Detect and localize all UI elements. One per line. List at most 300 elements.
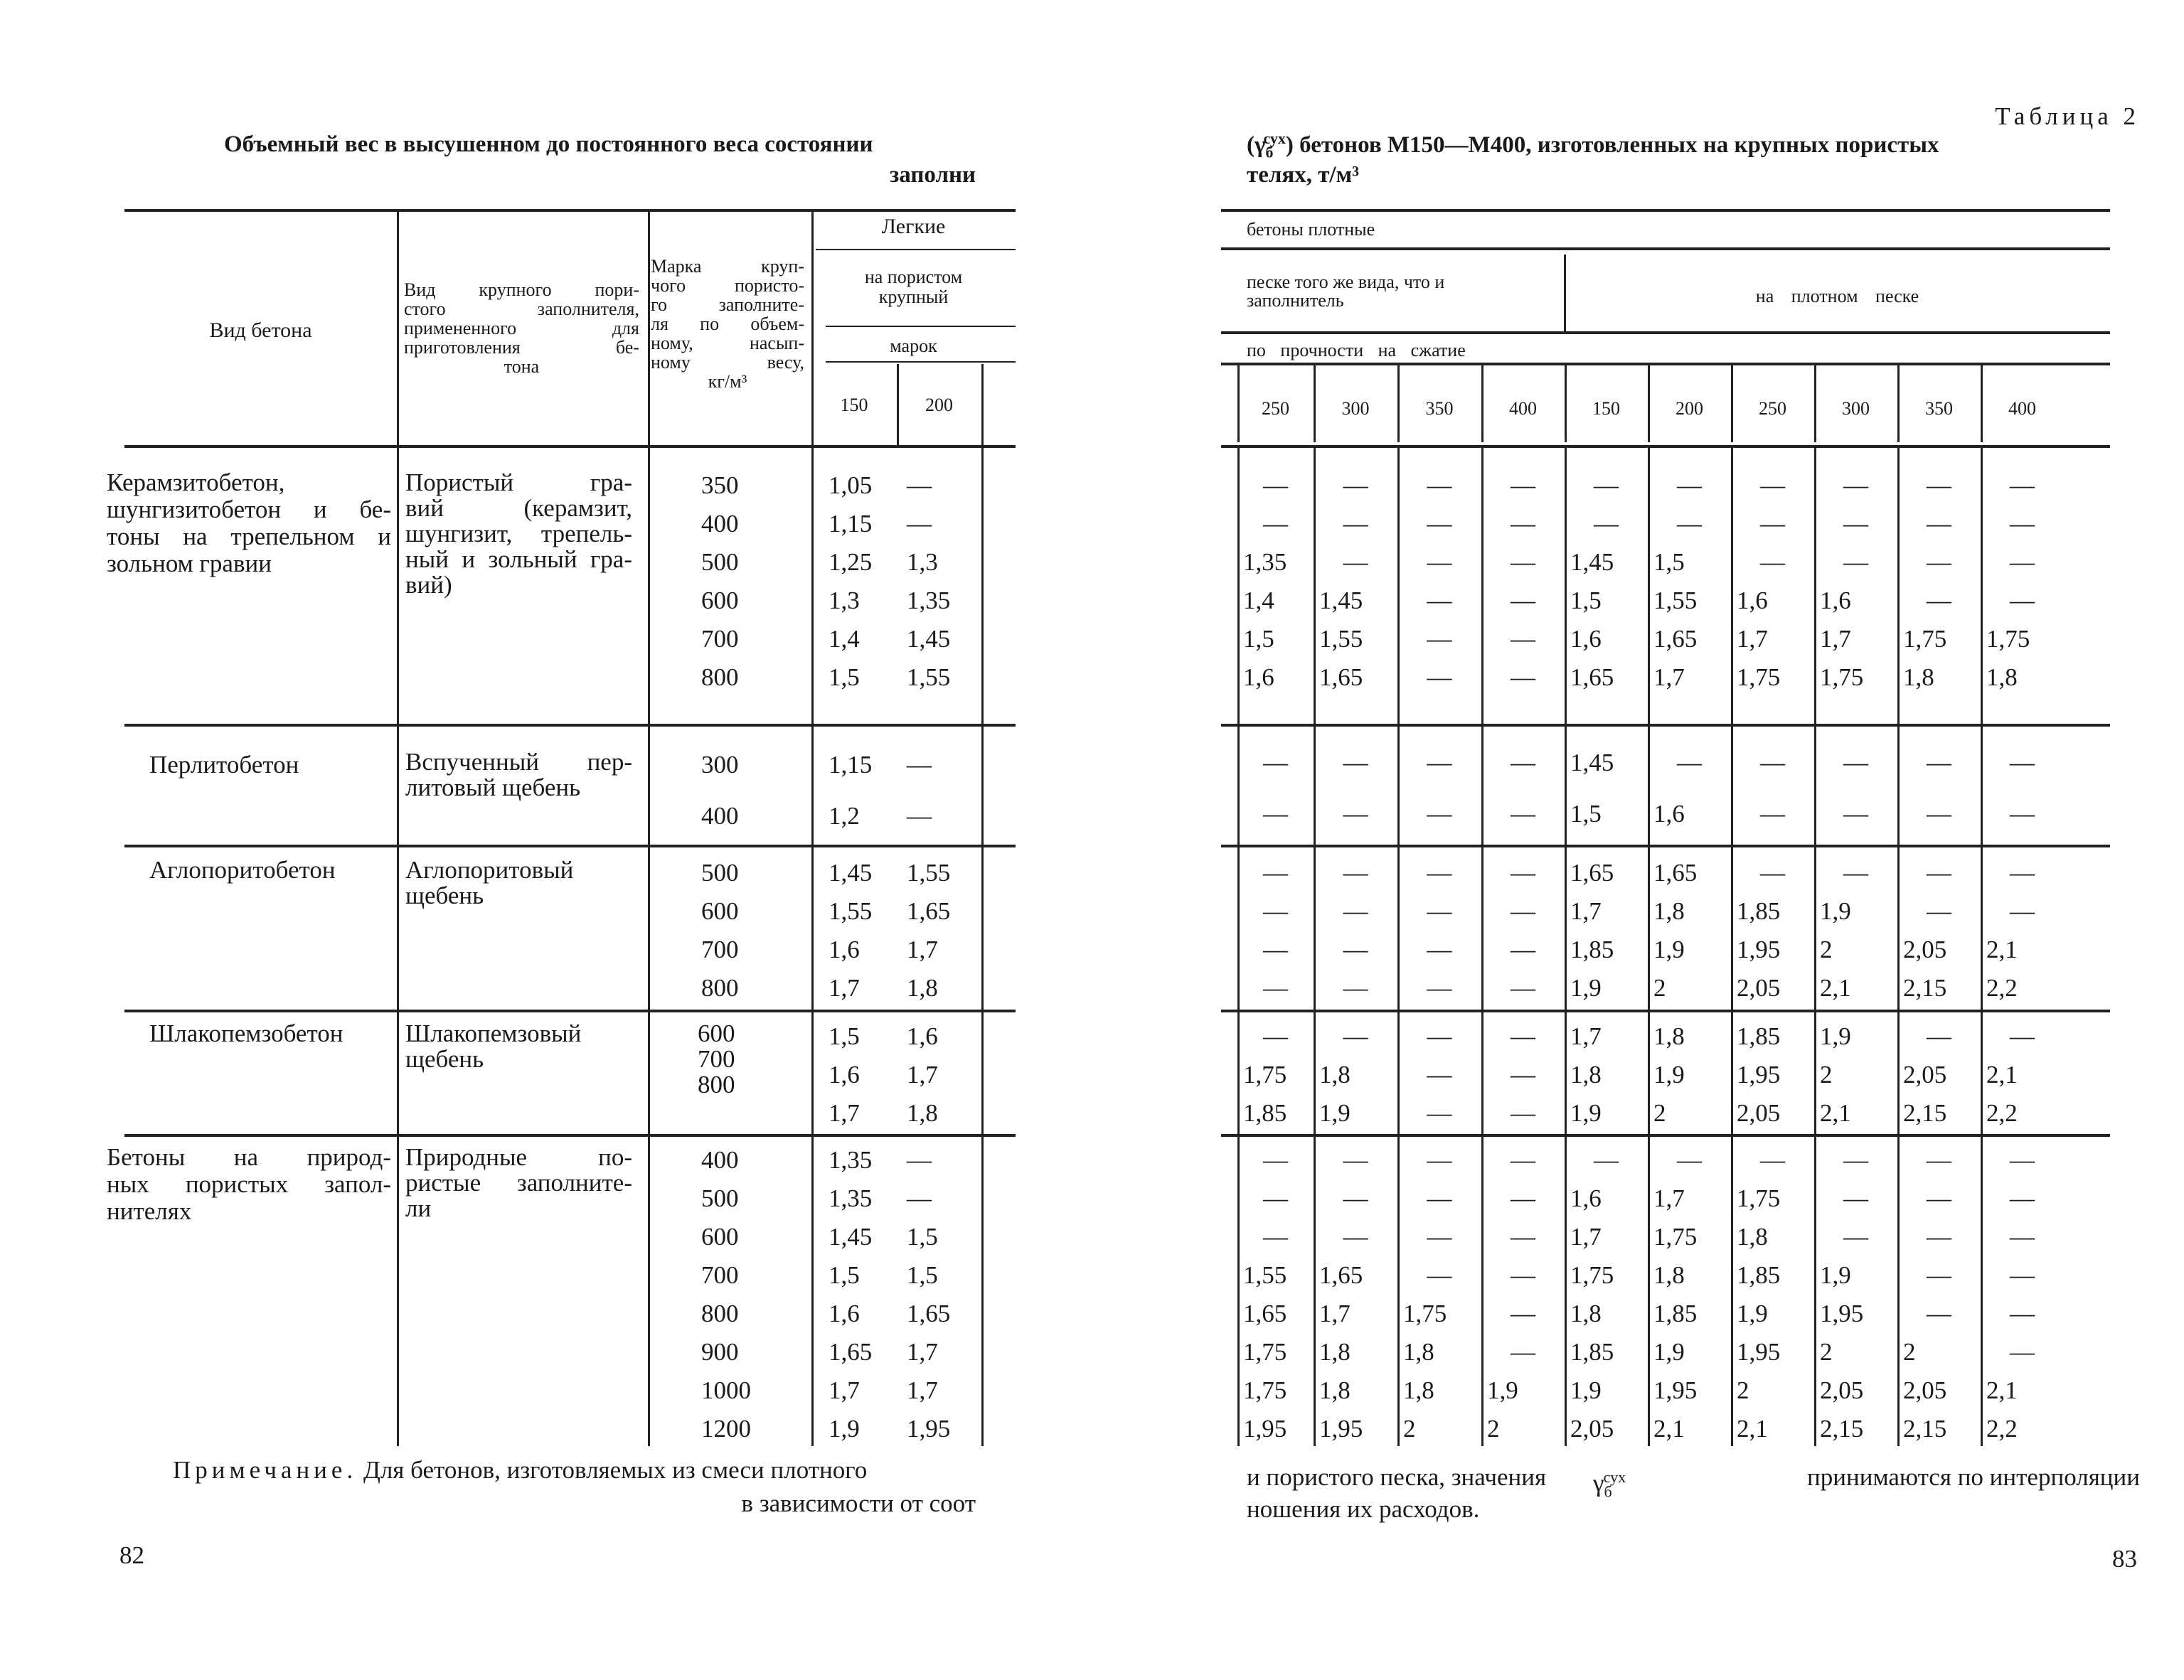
value-cell: — [1263, 974, 1288, 1002]
value-cell: 1,8 [1403, 1338, 1434, 1366]
filler-type-line: Природные по- [405, 1143, 632, 1171]
value-cell: — [1343, 510, 1368, 537]
value-cell: 2 [1820, 1338, 1833, 1366]
body-col-rule [1897, 1137, 1900, 1446]
value-cell: — [1511, 749, 1535, 776]
right-note-line1a: и пористого песка, значения [1247, 1463, 1547, 1491]
value-cell: — [1760, 548, 1785, 576]
value-cell: — [1927, 510, 1951, 537]
right-title-line2: телях, т/м³ [1247, 162, 1359, 188]
left-note-line1 [173, 1457, 867, 1483]
title-gamma: (γ [1247, 132, 1266, 158]
value-cell: 1,95 [1243, 1415, 1287, 1443]
value-cell: 1,85 [1737, 897, 1781, 925]
header-bottom-rule [124, 445, 1016, 448]
value-cell: — [1511, 1338, 1535, 1366]
page-number-left: 82 [119, 1541, 144, 1569]
value-cell: — [1427, 1184, 1452, 1212]
col-rule-3 [811, 448, 814, 724]
value-cell: — [1263, 1223, 1288, 1251]
grade-value: 800 [701, 663, 739, 691]
value-m150: 1,15 [829, 510, 873, 537]
value-m200: — [907, 510, 932, 537]
value-cell: 1,8 [1653, 1261, 1685, 1289]
body-col-rule [1648, 1012, 1650, 1134]
value-cell: 1,8 [1403, 1376, 1434, 1404]
grade-value: 700 [698, 1045, 735, 1073]
value-cell: — [1511, 510, 1535, 537]
group-separator [1221, 845, 2110, 847]
value-cell: — [1927, 548, 1951, 576]
value-cell: 1,75 [1403, 1300, 1447, 1327]
header-col-2: 350 [1425, 398, 1454, 419]
value-cell: — [1343, 471, 1368, 499]
value-cell: 1,75 [1653, 1223, 1698, 1251]
value-cell: 1,9 [1820, 1261, 1851, 1289]
col-rule-1 [397, 727, 399, 845]
value-cell: — [1927, 749, 1951, 776]
left-note-line2: в зависимости от соот [741, 1489, 976, 1517]
header-filler-line: приготовления бе- [404, 337, 639, 358]
value-cell: 1,4 [1243, 587, 1274, 614]
value-m200: — [907, 471, 932, 499]
value-cell: 1,75 [1243, 1061, 1287, 1088]
value-cell: — [2010, 749, 2035, 776]
value-cell: 1,95 [1737, 936, 1781, 963]
value-m150: 1,6 [829, 1300, 860, 1327]
body-col-rule [1981, 727, 1983, 845]
value-cell: — [2010, 1261, 2035, 1289]
value-cell: — [1427, 897, 1452, 925]
value-cell: 2,05 [1737, 1099, 1781, 1127]
value-cell: 2,05 [1570, 1415, 1614, 1443]
right-page [1092, 0, 2184, 1680]
header-porous-1: на пористом [864, 267, 963, 287]
grade-value: 400 [701, 510, 739, 537]
header-filler-line: стого заполнителя, [404, 299, 639, 319]
header-filler-line: Вид крупного пори- [404, 279, 639, 300]
right-note-line2: ношения их расходов. [1247, 1495, 1480, 1523]
table-label: Таблица 2 [1995, 102, 2140, 130]
value-cell: 1,65 [1243, 1300, 1287, 1327]
value-m200: 1,7 [907, 1061, 938, 1088]
value-cell: 2 [1403, 1415, 1416, 1443]
value-cell: — [1263, 800, 1288, 828]
value-m150: 1,5 [829, 1261, 860, 1289]
header-grade-line: чого пористо- [651, 275, 804, 296]
header-dense: бетоны плотные [1247, 219, 1375, 240]
concrete-type-line: шунгизитобетон и бе- [107, 496, 391, 523]
col-rule-2 [648, 448, 650, 724]
concrete-type-line: ных пористых запол- [107, 1170, 391, 1198]
grade-value: 500 [701, 1184, 739, 1212]
body-col-rule [1237, 1137, 1240, 1446]
right-note-line1b: принимаются по интерполяции [1807, 1463, 2140, 1491]
value-cell: — [1677, 471, 1702, 499]
value-cell: 2,05 [1903, 936, 1947, 963]
grade-value: 600 [701, 897, 739, 925]
value-m150: 1,5 [829, 663, 860, 691]
value-m150: 1,7 [829, 974, 860, 1002]
value-cell: — [2010, 1223, 2035, 1251]
value-m200: 1,65 [907, 897, 951, 925]
value-cell: 2,1 [1986, 936, 2018, 963]
concrete-type-line: Керамзитобетон, [107, 469, 285, 496]
header-light: Легкие [881, 215, 946, 238]
value-cell: — [1843, 859, 1868, 887]
filler-type-line: литовый щебень [405, 774, 581, 801]
value-cell: — [1511, 625, 1535, 653]
value-cell: — [1760, 1146, 1785, 1174]
value-cell: — [1427, 749, 1452, 776]
value-cell: — [1511, 897, 1535, 925]
note-sub: б [1604, 1482, 1612, 1501]
value-cell: — [1343, 859, 1368, 887]
value-cell: — [1843, 510, 1868, 537]
body-col-rule [1814, 727, 1816, 845]
value-m200: 1,7 [907, 936, 938, 963]
value-cell: 1,85 [1737, 1261, 1781, 1289]
value-cell: — [1843, 1184, 1868, 1212]
title-sub: б [1265, 143, 1274, 161]
strength-rule [1221, 363, 2110, 365]
value-cell: 1,65 [1570, 663, 1614, 691]
header-col-0: 250 [1262, 398, 1289, 419]
value-cell: 2,15 [1903, 1415, 1947, 1443]
value-m200: 1,6 [907, 1022, 938, 1050]
value-cell: — [1511, 1146, 1535, 1174]
value-cell: — [2010, 897, 2035, 925]
body-col-rule [1814, 1137, 1816, 1446]
col-rule-2 [648, 847, 650, 1010]
value-cell: 1,65 [1653, 625, 1698, 653]
value-cell: — [1760, 510, 1785, 537]
value-m150: 1,9 [829, 1415, 860, 1443]
value-cell: — [1594, 471, 1619, 499]
concrete-type-line: Шлакопемзобетон [149, 1020, 343, 1047]
body-col-rule [1565, 1012, 1567, 1134]
value-cell: 1,75 [1737, 663, 1781, 691]
value-cell: — [1511, 859, 1535, 887]
value-cell: — [1343, 548, 1368, 576]
filler-type-line: щебень [405, 882, 484, 909]
value-cell: 2 [1737, 1376, 1749, 1404]
value-cell: 1,9 [1820, 1022, 1851, 1050]
col-rule-5 [981, 448, 984, 724]
value-cell: 1,7 [1653, 1184, 1685, 1212]
body-col-rule [1981, 1137, 1983, 1446]
grade-value: 800 [701, 1300, 739, 1327]
filler-type-line: шунгизит, трепель- [405, 520, 632, 547]
col-rule-2 [648, 212, 650, 446]
value-cell: 1,85 [1653, 1300, 1698, 1327]
value-m150: 1,35 [829, 1184, 873, 1212]
value-m150: 1,15 [829, 751, 873, 779]
note-label: Примечание. [173, 1456, 358, 1484]
value-cell: 1,65 [1570, 859, 1614, 887]
grade-value: 800 [701, 974, 739, 1002]
value-m150: 1,4 [829, 625, 860, 653]
col-rule-2 [648, 1012, 650, 1134]
value-cell: — [1427, 510, 1452, 537]
value-cell: 1,95 [1820, 1300, 1864, 1327]
value-cell: 1,85 [1737, 1022, 1781, 1050]
value-cell: 1,9 [1820, 897, 1851, 925]
value-cell: 1,75 [1570, 1261, 1614, 1289]
value-cell: 1,7 [1570, 1022, 1602, 1050]
value-cell: — [1263, 1146, 1288, 1174]
body-col-rule [1648, 727, 1650, 845]
value-cell: 2 [1820, 936, 1833, 963]
value-cell: 2 [1820, 1061, 1833, 1088]
value-cell: — [1343, 974, 1368, 1002]
value-cell: — [1427, 1022, 1452, 1050]
group-separator [124, 1134, 1016, 1137]
header-filler-line: тона [504, 356, 540, 377]
concrete-type-line: Аглопоритобетон [149, 856, 336, 884]
header-grade-line: кг/м³ [708, 371, 747, 392]
value-cell: 1,5 [1570, 800, 1602, 828]
value-cell: — [1511, 1300, 1535, 1327]
value-cell: 1,65 [1319, 1261, 1363, 1289]
value-cell: — [1927, 800, 1951, 828]
group-separator [1221, 724, 2110, 727]
value-cell: — [2010, 859, 2035, 887]
body-col-rule [1565, 727, 1567, 845]
value-cell: 2 [1653, 974, 1666, 1002]
value-cell: 1,35 [1243, 548, 1287, 576]
value-cell: — [1927, 587, 1951, 614]
value-cell: 1,75 [1243, 1338, 1287, 1366]
filler-type-line: Пористый гра- [405, 469, 632, 496]
filler-type-line: ристые заполните- [405, 1169, 632, 1197]
value-cell: — [1263, 897, 1288, 925]
value-cell: — [1263, 936, 1288, 963]
group-separator [1221, 1010, 2110, 1012]
value-m150: 1,2 [829, 802, 860, 830]
value-m150: 1,35 [829, 1146, 873, 1174]
col-rule-1 [397, 212, 399, 446]
body-col-rule [1897, 727, 1900, 845]
value-cell: 2,1 [1737, 1415, 1768, 1443]
body-col-rule [1314, 1137, 1316, 1446]
value-m200: 1,35 [907, 587, 951, 614]
value-cell: — [1511, 663, 1535, 691]
page-number-right: 83 [2112, 1545, 2137, 1573]
value-m200: — [907, 1146, 932, 1174]
body-col-rule [1565, 1137, 1567, 1446]
value-cell: — [1511, 471, 1535, 499]
value-m150: 1,6 [829, 936, 860, 963]
concrete-type-line: нителях [107, 1197, 192, 1225]
col-rule-5 [981, 1137, 984, 1446]
value-m150: 1,6 [829, 1061, 860, 1088]
value-cell: 2,1 [1820, 1099, 1851, 1127]
col-rule-5 [981, 847, 984, 1010]
value-m200: 1,55 [907, 859, 951, 887]
value-cell: 1,65 [1653, 859, 1698, 887]
value-cell: — [1927, 859, 1951, 887]
filler-type-line: ный и зольный гра- [405, 545, 632, 573]
body-col-rule [1731, 1012, 1733, 1134]
body-col-rule [1397, 1137, 1400, 1446]
grade-value: 350 [701, 471, 739, 499]
header-same-sand-2: заполнитель [1247, 290, 1344, 311]
value-cell: — [1927, 897, 1951, 925]
value-m200: 1,5 [907, 1223, 938, 1251]
value-cell: — [1263, 859, 1288, 887]
filler-type-line: щебень [405, 1045, 484, 1073]
filler-type-line: Аглопоритовый [405, 856, 574, 884]
value-m150: 1,55 [829, 897, 873, 925]
header-grade-line: го заполните- [651, 294, 804, 315]
header-col-4: 150 [1592, 398, 1620, 419]
value-m150: 1,05 [829, 471, 873, 499]
value-cell: 1,7 [1737, 625, 1768, 653]
value-cell: 2,1 [1653, 1415, 1685, 1443]
col-rule-3 [811, 727, 814, 845]
value-m200: 1,65 [907, 1300, 951, 1327]
value-m200: 1,3 [907, 548, 938, 576]
value-cell: 1,45 [1319, 587, 1363, 614]
body-col-rule [1397, 727, 1400, 845]
value-cell: — [1263, 510, 1288, 537]
value-cell: 2,2 [1986, 1415, 2018, 1443]
value-cell: 1,9 [1570, 1376, 1602, 1404]
header-grade-line: ному весу, [651, 352, 804, 373]
value-cell: 1,9 [1487, 1376, 1518, 1404]
value-m200: 1,55 [907, 663, 951, 691]
value-cell: — [1511, 1061, 1535, 1088]
value-cell: 1,85 [1243, 1099, 1287, 1127]
grade-value: 400 [701, 802, 739, 830]
value-m200: — [907, 802, 932, 830]
value-cell: — [2010, 1184, 2035, 1212]
value-cell: 1,7 [1570, 897, 1602, 925]
value-cell: 2,05 [1820, 1376, 1864, 1404]
header-col-8: 350 [1925, 398, 1953, 419]
concrete-type-line: Перлитобетон [149, 751, 299, 779]
value-cell: — [1927, 1022, 1951, 1050]
value-m150: 1,45 [829, 859, 873, 887]
value-cell: 1,55 [1319, 625, 1363, 653]
header-m200: 200 [925, 395, 953, 415]
grade-value: 500 [701, 548, 739, 576]
value-cell: — [1594, 510, 1619, 537]
value-cell: — [1927, 1300, 1951, 1327]
value-cell: — [1427, 800, 1452, 828]
value-cell: — [1343, 800, 1368, 828]
value-cell: — [1511, 1099, 1535, 1127]
header-porous-2: крупный [878, 287, 949, 307]
value-cell: — [2010, 548, 2035, 576]
value-cell: 1,8 [1903, 663, 1934, 691]
value-cell: — [1511, 548, 1535, 576]
table-top-rule [124, 209, 1016, 212]
body-col-rule [1481, 727, 1483, 845]
value-cell: 1,6 [1820, 587, 1851, 614]
value-cell: — [1427, 974, 1452, 1002]
col-rule-3 [811, 1012, 814, 1134]
header-grade-line: ному, насып- [651, 333, 804, 353]
header-col-6: 250 [1759, 398, 1786, 419]
value-cell: — [1427, 548, 1452, 576]
value-cell: 1,75 [1903, 625, 1947, 653]
grade-value: 600 [701, 587, 739, 614]
header-col-1: 300 [1341, 398, 1370, 419]
value-cell: — [1843, 1223, 1868, 1251]
value-cell: — [1427, 936, 1452, 963]
value-cell: — [1427, 587, 1452, 614]
value-cell: — [1677, 749, 1702, 776]
value-cell: 2,05 [1903, 1376, 1947, 1404]
value-cell: — [1343, 1022, 1368, 1050]
value-cell: 1,9 [1653, 936, 1685, 963]
value-cell: 1,75 [1820, 663, 1864, 691]
filler-type-line: вий) [405, 571, 452, 599]
body-col-rule [1814, 1012, 1816, 1134]
value-cell: — [1343, 1223, 1368, 1251]
value-cell: — [1760, 471, 1785, 499]
body-col-rule [1237, 727, 1240, 845]
marok-rule [826, 361, 1016, 363]
col-rule-5 [981, 364, 984, 446]
value-cell: — [1511, 1261, 1535, 1289]
value-cell: 2 [1487, 1415, 1500, 1443]
value-cell: 1,55 [1243, 1261, 1287, 1289]
value-cell: — [1427, 1261, 1452, 1289]
header-marok: марок [890, 336, 937, 356]
value-cell: 1,7 [1319, 1300, 1351, 1327]
value-cell: — [1511, 1184, 1535, 1212]
value-m150: 1,65 [829, 1338, 873, 1366]
col-rule-2 [648, 1137, 650, 1446]
value-cell: 2,2 [1986, 1099, 2018, 1127]
value-cell: 1,7 [1570, 1223, 1602, 1251]
value-cell: 2,15 [1820, 1415, 1864, 1443]
header-m150: 150 [840, 395, 868, 415]
value-cell: 1,8 [1653, 1022, 1685, 1050]
value-cell: — [2010, 587, 2035, 614]
value-cell: — [2010, 471, 2035, 499]
value-cell: — [1427, 1223, 1452, 1251]
value-cell: — [2010, 510, 2035, 537]
value-cell: 1,8 [1319, 1338, 1351, 1366]
value-cell: 2,15 [1903, 1099, 1947, 1127]
value-cell: 1,9 [1653, 1338, 1685, 1366]
value-m200: 1,7 [907, 1338, 938, 1366]
value-cell: 1,6 [1570, 625, 1602, 653]
value-cell: — [1511, 936, 1535, 963]
value-cell: 1,8 [1986, 663, 2018, 691]
right-table-top-rule [1221, 209, 2110, 212]
value-cell: — [1677, 510, 1702, 537]
value-m150: 1,25 [829, 548, 873, 576]
value-cell: — [1263, 1022, 1288, 1050]
header-grade-line: Марка круп- [651, 256, 804, 277]
value-cell: — [1427, 1061, 1452, 1088]
value-cell: 2,1 [1986, 1376, 2018, 1404]
value-cell: 1,6 [1570, 1184, 1602, 1212]
grade-value: 1000 [701, 1376, 751, 1404]
value-cell: — [1263, 471, 1288, 499]
value-cell: — [1511, 800, 1535, 828]
header-grade-line: ля по объем- [651, 314, 804, 334]
value-cell: 1,65 [1319, 663, 1363, 691]
value-cell: — [1760, 800, 1785, 828]
value-cell: — [1343, 749, 1368, 776]
value-cell: — [1427, 625, 1452, 653]
